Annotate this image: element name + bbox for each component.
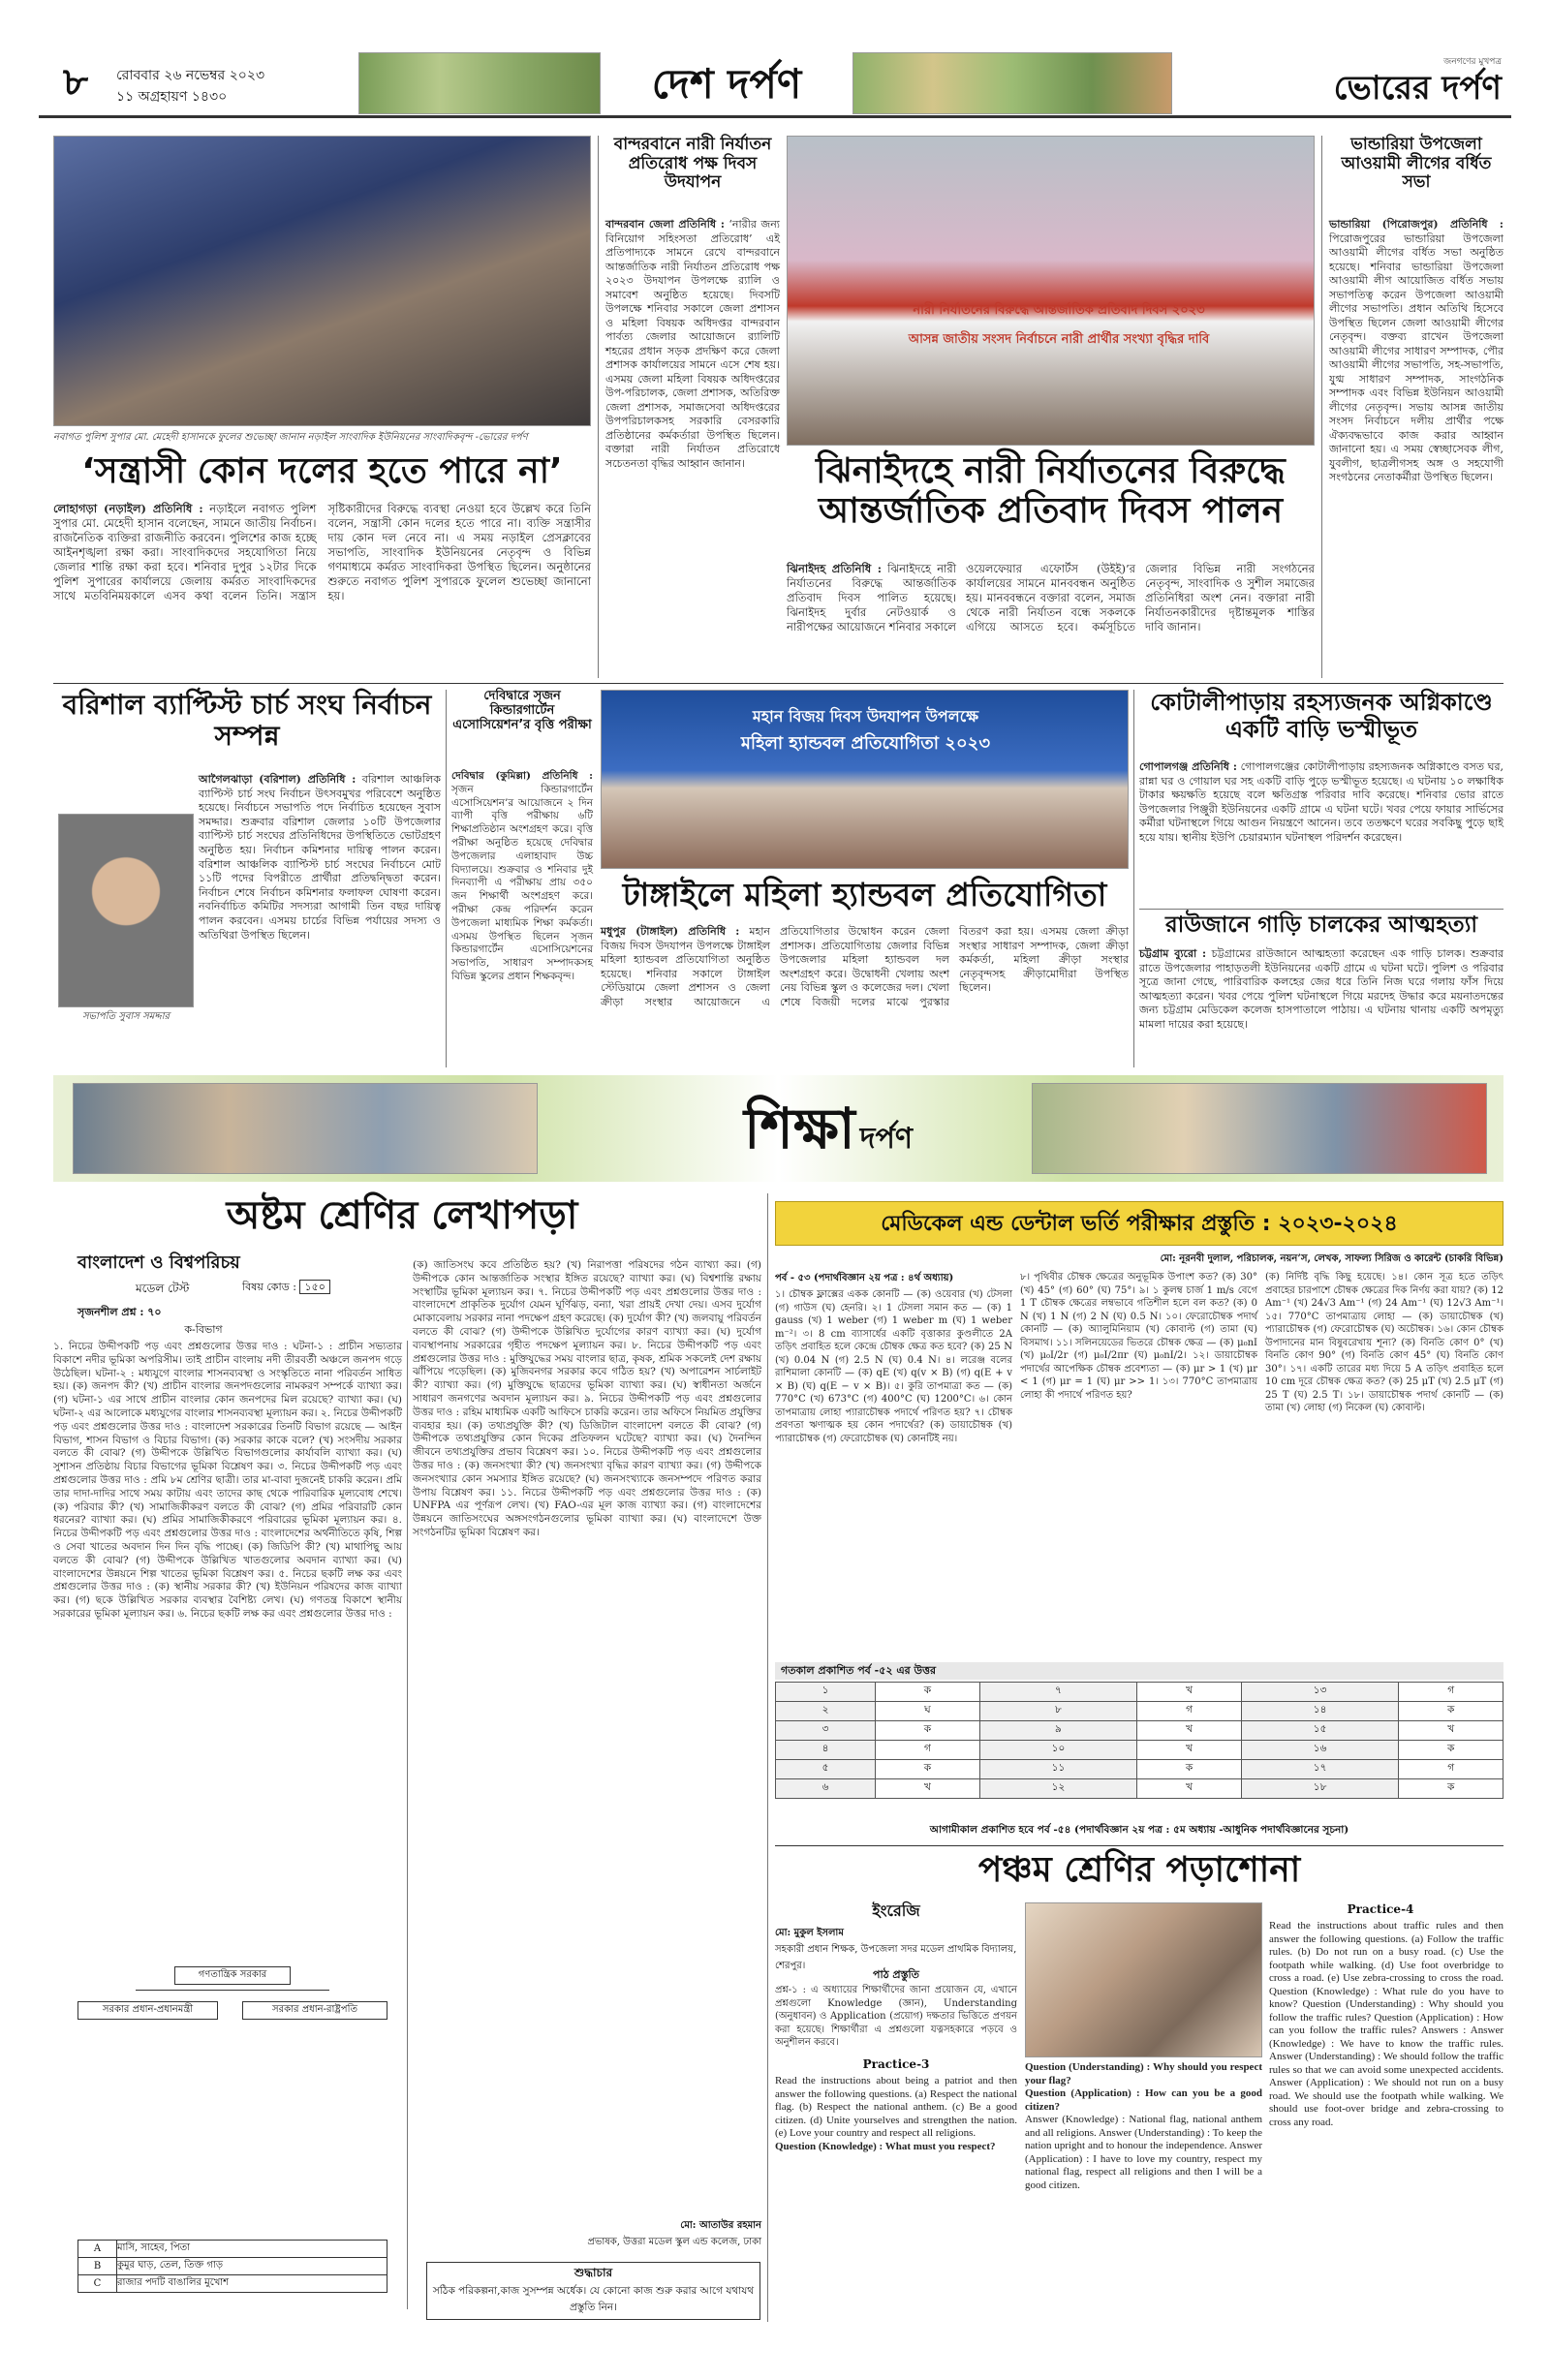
article-body: পিরোজপুরের ভান্ডারিয়া উপজেলা আওয়ামী লীগের বর্ধিত সভা অনুষ্ঠিত হয়েছে। শনিবার ভান্ডারিয়া উপজেলা আওয়ামী লীগ আয়োজিত বর্ধিত সভায় সভাপতিত্ব করেন উপজেলা আওয়ামী লীগের সভাপতি। প্রধান অতিথি হিসেবে উপস্থিত ছিলেন জেলা আওয়ামী লীগের নেতৃবৃন্দ। বক্তব্য রাখেন উপজেলা আওয়ামী লীগের সাধারণ সম্পাদক, পৌর আওয়ামী লীগের সভাপতি, সহ-সভাপতি, যুগ্ম সাধারণ সম্পাদক, সাংগঠনিক সম্পাদক এবং বিভিন্ন ইউনিয়ন আওয়ামী লীগের নেতৃবৃন্দ। সভায় আসন্ন জাতীয় সংসদ নির্বাচনে দলীয় প্রার্থীর পক্ষে ঐক্যবদ্ধভাবে কাজ করার আহ্বান জানানো হয়। এ সময় স্বেচ্ছাসেবক লীগ, যুবলীগ, ছাত্রলীগসহ অঙ্গ ও সহযোগী সংগঠনের নেতাকর্মীরা উপস্থিত ছিলেন। <box>1329 232 1504 483</box>
press-conference-photo <box>53 136 591 426</box>
practice4-qa: Question (Knowledge) : What rule do you have to know? Question (Understanding) : Why should you follow the traffic rules? Question (Application) : How can you follow the traffic rules? Answers : Answer (Knowledge) : We have to know the traffic rules. Answer (Understanding) : We should follow the traffic rules so that we can avoid some unexpected accidents. Answer (Application) : We should not run on a busy road. We should use the footpath while walking. We should use foot-over bridge and zebra-crossing to cross any road. <box>1269 1985 1504 2128</box>
answer-number: ৬ <box>776 1779 876 1799</box>
class8-table <box>78 2240 388 2293</box>
question-knowledge: Question (Knowledge) : What must you respect? <box>775 2140 996 2152</box>
practice3-title: Practice-3 <box>862 2057 930 2071</box>
banner-title <box>635 1081 1022 1176</box>
answer-option: ক <box>1399 1779 1504 1799</box>
banner-line-1: নারী নির্যাতনের বিরুদ্ধে আন্তর্জাতিক প্রতিবাদ দিবস ২০২৩ <box>913 303 1205 318</box>
integrity-title: শুদ্ধাচার <box>574 2266 613 2279</box>
answer-option: খ <box>1399 1721 1504 1741</box>
chart-top: গণতান্ত্রিক সরকার <box>174 1966 291 1985</box>
headline-debidwar: দেবিদ্বারে সৃজন কিন্ডারগার্টেন এসোসিয়েশন’র বৃত্তি পরীক্ষা <box>452 689 592 732</box>
answer-option: গ <box>1137 1702 1242 1721</box>
table-row: B কুমুর ঘাড়, তেল, তিক্ত গাড় <box>78 2258 388 2275</box>
govt-chart <box>78 1966 388 2034</box>
author-title: প্রভাষক, উত্তরা মডেল স্কুল এন্ড কলেজ, ঢাকা <box>587 2237 761 2247</box>
article-body: ‘নারীর জন্য বিনিয়োগ সহিংসতা প্রতিরোধ’ এই প্রতিপাদ্যকে সামনে রেখে বান্দরবানে আন্তর্জাতিক নারী নির্যাতন প্রতিরোধ পক্ষ ২০২৩ উদযাপন উপলক্ষে র‍্যালি ও সমাবেশ অনুষ্ঠিত হয়েছে। দিবসটি উপলক্ষে শনিবার সকালে জেলা প্রশাসন ও মহিলা বিষয়ক অধিদপ্তর বান্দরবান পার্বত্য জেলার আয়োজনে র‍্যালিটি শহরের প্রধান সড়ক প্রদক্ষিণ করে জেলা প্রশাসক কার্যালয়ের সামনে এসে শেষ হয়। এসময় জেলা মহিলা বিষয়ক অধিদপ্তরের উপ-পরিচালক, জেলা প্রশাসক, অতিরিক্ত জেলা প্রশাসক, সমাজসেবা অধিদপ্তরের উপপরিচালকসহ সরকারি বেসরকারি প্রতিষ্ঠানের কর্মকর্তারা উপস্থিত ছিলেন। বক্তারা নারী নির্যাতন প্রতিরোধে সচেতনতা বৃদ্ধির আহ্বান জানান। <box>605 218 780 470</box>
answer-row <box>776 1702 1504 1721</box>
answer-number: ৪ <box>776 1741 876 1760</box>
section-label: ক-বিভাগ <box>184 1323 223 1336</box>
headline-jhenaidah: ঝিনাইদহে নারী নির্যাতনের বিরুদ্ধে আন্তর্জাতিক প্রতিবাদ দিবস পালন <box>816 451 1286 532</box>
headline-tangail: টাঙ্গাইলে মহিলা হ্যান্ডবল প্রতিযোগিতা <box>622 876 1107 913</box>
article-bhandaria <box>1329 218 1504 678</box>
answer-number: ১৮ <box>1241 1779 1398 1799</box>
class8-questions-col1 <box>53 1341 402 1961</box>
chart-left: সরকার প্রধান-প্রধানমন্ত্রী <box>78 2001 218 2020</box>
education-banner <box>53 1075 1504 1182</box>
answer-number: ১৫ <box>1241 1721 1398 1741</box>
paper-name: ভোরের দর্পণ <box>1333 69 1502 108</box>
answer-number: ৫ <box>776 1760 876 1779</box>
article-debidwar <box>451 770 593 1066</box>
article-body: নড়াইলে নবাগত পুলিশ সুপার মো. মেহেদী হাসান বলেছেন, সামনে জাতীয় নির্বাচন। রাজনৈতিক ব্যক্তিরা রাজনীতি করবেন। পুলিশের কাজ হচ্ছে আইনশৃঙ্খলা রক্ষা করা। সাংবাদিকদের সহযোগিতা নিয়ে জেলার শান্তি রক্ষা করা হবে। শনিবার দুপুর ১২টার দিকে পুলিশ সুপারের কার্যালয়ে জেলায় কর্মরত সাংবাদিকদের সাথে মতবিনিময়কালে এসব কথা বলেন তিনি। সন্ত্রাস সৃষ্টিকারীদের বিরুদ্ধে ব্যবস্থা নেওয়া হবে উল্লেখ করে তিনি বলেন, সন্ত্রাসী কোন দলের হতে পারে না। ব্যক্তি সন্ত্রাসীর দায় কোন দল নেবে না। এ সময় নড়াইল প্রেসক্লাবের সভাপতি, সাংবাদিক ইউনিয়নের নেতৃবৃন্দ ও বিভিন্ন গণমাধ্যমে কর্মরত সাংবাদিকরা উপস্থিত ছিলেন। অনুষ্ঠানের শুরুতে নবাগত পুলিশ সুপারকে ফুলেল শুভেচ্ছা জানানো হয়। <box>53 502 591 603</box>
byline: ভান্ডারিয়া (পিরোজপুর) প্রতিনিধি : <box>1329 218 1504 231</box>
byline: দেবিদ্বার (কুমিল্লা) প্রতিনিধি : <box>451 770 593 782</box>
headline-bhandaria: ভান্ডারিয়া উপজেলা আওয়ামী লীগের বর্ধিত সভা <box>1341 135 1492 193</box>
article-body: সৃজন কিন্ডারগার্টেন এসোসিয়েশন’র আয়োজনে ২ দিন ব্যাপী বৃত্তি পরীক্ষায় ৬টি শিক্ষাপ্রতিষ্ঠান অংশগ্রহণ করে। বৃত্তি পরীক্ষা অনুষ্ঠিত হয়েছে দেবিদ্বার উপজেলার এলাহাবাদ উচ্চ বিদ্যালয়ে। শুক্রবার ও শনিবার দুই দিনব্যাপী এ পরীক্ষায় প্রায় ৩৫০ জন শিক্ষার্থী অংশগ্রহণ করে। পরীক্ষা কেন্দ্র পরিদর্শন করেন উপজেলা মাধ্যমিক শিক্ষা কর্মকর্তা। এসময় উপস্থিত ছিলেন সৃজন কিন্ডারগার্টেন এসোসিয়েশনের সভাপতি, সাধারণ সম্পাদকসহ বিভিন্ন স্কুলের প্রধান শিক্ষকবৃন্দ। <box>451 783 593 982</box>
answer-title: গতকাল প্রকাশিত পর্ব -৫২ এর উত্তর <box>775 1662 1504 1680</box>
questions-text: (ক) নির্দিষ্ট বৃদ্ধি কিছু হয়েছে। ১৪। কোন সূত্র হতে তড়িৎ প্রবাহের চারপাশে চৌম্বক ক্ষেত্রের দিক নির্ণয় করা যায়? (ক) 12 Am⁻¹ (খ) 24√3 Am⁻¹ (গ) 24 Am⁻¹ (ঘ) 12√3 Am⁻¹। ১৫। 770°C তাপমাত্রায় লোহা — (ক) ডায়াচৌম্বক (খ) প্যারাচৌম্বক (গ) ফেরোচৌম্বক (ঘ) অচৌম্বক। ১৬। কোন চৌম্বক উপাদানের মান বিষুবরেখায় শূন্য? (ক) বিনতি কোণ 0° (খ) বিনতি কোণ 90° (গ) বিনতি কোণ 45° (ঘ) বিনতি কোণ 30°। ১৭। একটি তারের মধ্য দিয়ে 5 A তড়িৎ প্রবাহিত হলে 10 cm দূরে চৌম্বক ক্ষেত্র কত? (ক) 25 μT (খ) 2.5 μT (গ) 25 T (ঘ) 2.5 T। ১৮। ডায়াচৌম্বক পদার্থ কোনটি — (ক) তামা (খ) লোহা (গ) নিকেল (ঘ) কোবাল্ট। <box>1265 1272 1504 1413</box>
answer-option: ক <box>1399 1702 1504 1721</box>
answer-row <box>776 1721 1504 1741</box>
byline: ঝিনাইদহ প্রতিনিধি : <box>787 562 882 575</box>
answer-row <box>776 1741 1504 1760</box>
answer-option: খ <box>1137 1741 1242 1760</box>
practice4-body: Read the instructions about traffic rules and then answer the following questions. (a) Follow the traffic rules. (b) Do not run on a busy road. (c) Use the footpath while walking. (d) Use foot overbridge to cross a road. (e) Use zebra-crossing to cross the road. <box>1269 1920 1504 1984</box>
answer-number: ১০ <box>979 1741 1136 1760</box>
article-barishal <box>53 773 441 1064</box>
code-label: বিষয় কোড : <box>242 1281 296 1293</box>
answer-number: ২ <box>776 1702 876 1721</box>
banner-line-2: মহিলা হ্যান্ডবল প্রতিযোগিতা ২০২৩ <box>740 733 991 754</box>
medical-col2 <box>1020 1271 1257 1656</box>
answer-table <box>775 1682 1504 1799</box>
answer-option: খ <box>1137 1779 1242 1799</box>
practice3-body: Read the instructions about being a patriot and then answer the following questions. (a) Respect the national flag. (b) Respect the national anthem. (c) Be a good citizen. (d) Unite yourselves and strengthen the nation. (e) Love your country and respect all religions. <box>775 2075 1017 2139</box>
byline: লোহাগড়া (নড়াইল) প্রতিনিধি : <box>53 502 203 515</box>
answer-number: ৯ <box>979 1721 1136 1741</box>
marks-label: সৃজনশীল প্রশ্ন : ৭০ <box>78 1306 162 1318</box>
article-body: বরিশাল আঞ্চলিক ব্যাপ্টিস্ট চার্চ সংঘ নির্বাচন উৎসবমুখর পরিবেশে অনুষ্ঠিত হয়েছে। নির্বাচনে সভাপতি পদে নির্বাচিত হয়েছেন সুবাস সমদ্দার। শুক্রবার বরিশাল জেলার ১০টি উপজেলার ব্যাপ্টিস্ট চার্চ সংঘের প্রতিনিধিদের উপস্থিতিতে ভোটগ্রহণ অনুষ্ঠিত হয়। নির্বাচন কমিশনার দায়িত্ব পালন করেন। বরিশাল আঞ্চলিক ব্যাপ্টিস্ট চার্চ সংঘের নির্বাচনে মোট ১১টি পদের বিপরীতে প্রার্থীরা প্রতিদ্বন্দ্বিতা করেন। নির্বাচন শেষে নির্বাচন কমিশনার ফলাফল ঘোষণা করেন। নবনির্বাচিত কমিটির সদস্যরা আগামী তিন বছর দায়িত্ব পালন করবেন। এসময় চার্চের বিভিন্ন পর্যায়ের সদস্য ও অতিথিরা উপস্থিত ছিলেন। <box>199 773 441 942</box>
byline: চট্টগ্রাম ব্যুরো : <box>1139 947 1207 960</box>
answer-number: ১২ <box>979 1779 1136 1799</box>
byline: বান্দরবান জেলা প্রতিনিধি : <box>605 218 725 231</box>
medical-author: মো: নূরনবী দুলাল, পরিচালক, নয়ন’স, লেখক, সাফল্য সিরিজ ও কারেন্ট (চাকরি বিভিন্ন) <box>1160 1253 1504 1264</box>
table-row: A মাসি, সাহেব, পিতা <box>78 2241 388 2258</box>
date-bangla: ১১ অগ্রহায়ণ ১৪৩০ <box>116 89 228 105</box>
answer-number: ১৭ <box>1241 1760 1398 1779</box>
integrity-box <box>426 2262 760 2320</box>
questions-text: (ক) জাতিসংঘ কবে প্রতিষ্ঠিত হয়? (খ) নিরাপত্তা পরিষদের গঠন ব্যাখ্যা কর। (গ) উদ্দীপকে কোন আন্তর্জাতিক সংস্থার ইঙ্গিত রয়েছে? ব্যাখ্যা কর। (ঘ) বিশ্বশান্তি রক্ষায় সংস্থাটির ভূমিকা মূল্যায়ন কর। ৭. নিচের উদ্দীপকটি পড় এবং প্রশ্নগুলোর উত্তর দাও : বাংলাদেশে প্রাকৃতিক দুর্যোগ যেমন ঘূর্ণিঝড়, বন্যা, খরা প্রায়ই দেখা দেয়। এসব দুর্যোগ মোকাবেলায় সরকার নানা পদক্ষেপ গ্রহণ করেছে। (ক) দুর্যোগ কী? (খ) জলবায়ু পরিবর্তন বলতে কী বোঝ? (গ) উদ্দীপকে উল্লিখিত দুর্যোগের কারণ ব্যাখ্যা কর। (ঘ) দুর্যোগ ব্যবস্থাপনায় সরকারের গৃহীত পদক্ষেপ মূল্যায়ন কর। ৮. নিচের উদ্দীপকটি পড় এবং প্রশ্নগুলোর উত্তর দাও : মুক্তিযুদ্ধের সময় বাংলার ছাত্র, কৃষক, শ্রমিক সকলেই দেশ রক্ষায় ঝাঁপিয়ে পড়েছিল। (ক) মুজিবনগর সরকার কবে গঠিত হয়? (খ) অপারেশন সার্চলাইট কী? ব্যাখ্যা কর। (গ) মুক্তিযুদ্ধে ছাত্রদের ভূমিকা ব্যাখ্যা কর। (ঘ) স্বাধীনতা অর্জনে সাধারণ জনগণের অবদান মূল্যায়ন কর। ৯. নিচের উদ্দীপকটি পড় এবং প্রশ্নগুলোর উত্তর দাও : রহিম মাধ্যমিক একটি আফিসে চাকরি করেন। তার অফিসে নিয়মিত প্রযুক্তির ব্যবহার হয়। (ক) তথ্যপ্রযুক্তি কী? (খ) ডিজিটাল বাংলাদেশ বলতে কী বোঝ? (গ) উদ্দীপকে তথ্যপ্রযুক্তির কোন দিকের প্রতিফলন ঘটেছে? ব্যাখ্যা কর। (ঘ) দৈনন্দিন জীবনে তথ্যপ্রযুক্তির প্রভাব বিশ্লেষণ কর। ১০. নিচের উদ্দীপকটি পড় এবং প্রশ্নগুলোর উত্তর দাও : (ক) জনসংখ্যা কী? (খ) জনসংখ্যা বৃদ্ধির কারণ ব্যাখ্যা কর। (গ) উদ্দীপকে জনসংখ্যার কোন সমস্যার ইঙ্গিত রয়েছে? (ঘ) জনসংখ্যাকে জনসম্পদে পরিণত করার উপায় বিশ্লেষণ কর। ১১. নিচের উদ্দীপকটি পড় এবং প্রশ্নগুলোর উত্তর দাও : (ক) UNFPA এর পূর্ণরূপ লেখ। (খ) FAO-এর মূল কাজ ব্যাখ্যা কর। (গ) বাংলাদেশের উন্নয়নে জাতিসংঘের অঙ্গসংগঠনগুলোর ভূমিকা ব্যাখ্যা কর। (ঘ) বাংলাদেশে উক্ত সংগঠনটির ভূমিকা বিশ্লেষণ কর। <box>413 1259 761 1538</box>
medical-topic: পর্ব - ৫৩ (পদার্থবিজ্ঞান ২য় পত্র : ৪র্থ অধ্যায়) <box>775 1273 954 1283</box>
class5-prep <box>775 1984 1017 2054</box>
table-row: C রাজার পদটি বাঙালির মুখোশ <box>78 2275 388 2293</box>
code-value: ১৫০ <box>299 1280 329 1294</box>
answer-option: ঘ <box>876 1702 980 1721</box>
answer-option: গ <box>1399 1683 1504 1702</box>
prep-body: প্রশ্ন-১ : এ অধ্যায়ের শিক্ষার্থীদের জানা প্রয়োজন যে, এখানে প্রশ্নগুলো Knowledge (জ্ঞান), Understanding (অনুধাবন) ও Application (প্রয়োগ) দক্ষতার ভিত্তিতে প্রণয়ন করা হয়েছে। শিক্ষার্থীরা এ প্রশ্নগুলো যত্নসহকারে পড়বে ও অনুশীলন করবে। <box>775 1985 1017 2048</box>
questions-text: ৮। পৃথিবীর চৌম্বক ক্ষেত্রের অনুভূমিক উপাংশ কত? (ক) 30° (খ) 45° (গ) 60° (ঘ) 75°। ৯। ১ কুলম্ব চার্জ 1 m/s বেগে 1 T চৌম্বক ক্ষেত্রের লম্বভাবে গতিশীল হলে বল কত? (ক) 0 N (খ) 1 N (গ) 2 N (ঘ) 0.5 N। ১০। ফেরোচৌম্বক পদার্থ কোনটি — (ক) অ্যালুমিনিয়াম (খ) কোবাল্ট (গ) তামা (ঘ) বিসমাথ। ১১। সলিনয়েডের ভিতরে চৌম্বক ক্ষেত্র — (ক) μ₀nI (খ) μ₀I/2r (গ) μ₀I/2πr (ঘ) μ₀nI/2। ১২। ডায়াচৌম্বক পদার্থের আপেক্ষিক চৌম্বক প্রবেশ্যতা — (ক) μr > 1 (খ) μr < 1 (গ) μr = 1 (ঘ) μr >> 1। ১৩। 770°C তাপমাত্রায় লোহা কী পদার্থে পরিণত হয়? <box>1020 1272 1257 1401</box>
question-understanding: Question (Understanding) : Why should you respect your flag? <box>1025 2061 1262 2086</box>
answer-number: ৭ <box>979 1683 1136 1702</box>
answer-row <box>776 1779 1504 1799</box>
answer-number: ১৪ <box>1241 1702 1398 1721</box>
headline-barishal: বরিশাল ব্যাপ্টিস্ট চার্চ সংঘ নির্বাচন সম্পন্ন <box>62 689 432 753</box>
headline-police: ‘সন্ত্রাসী কোন দলের হতে পারে না’ <box>81 451 563 491</box>
masthead <box>39 50 1511 118</box>
practice4-title: Practice-4 <box>1347 1902 1414 1916</box>
answer-option: ক <box>876 1683 980 1702</box>
banner-main: শিক্ষা <box>743 1096 855 1161</box>
author-title: সহকারী প্রধান শিক্ষক, উপজেলা সদর মডেল প্রাথমিক বিদ্যালয়, শেরপুর। <box>775 1944 1017 1971</box>
human-chain-photo <box>787 136 1315 446</box>
article-jhenaidah <box>787 562 1315 676</box>
article-body: চট্টগ্রামের রাউজানে আত্মহত্যা করেছেন এক গাড়ি চালক। শুক্রবার রাতে উপজেলার পাহাড়তলী ইউনিয়নের একটি গ্রামে এ ঘটনা ঘটে। পুলিশ ও পরিবার সূত্রে জানা গেছে, পারিবারিক কলহের জের ধরে তিনি নিজ ঘরে গলায় ফাঁস দিয়ে আত্মহত্যা করেন। খবর পেয়ে পুলিশ ঘটনাস্থলে গিয়ে মরদেহ উদ্ধার করে ময়নাতদন্তের জন্য চট্টগ্রাম মেডিকেল কলেজ হাসপাতালে পাঠায়। এ ঘটনায় থানায় একটি অপমৃত্যু মামলা দায়ের করা হয়েছে। <box>1139 947 1504 1031</box>
byline: আগৈলঝাড়া (বরিশাল) প্রতিনিধি : <box>199 773 356 786</box>
subject-code-box <box>242 1279 397 1298</box>
chart-right: সরকার প্রধান-রাষ্ট্রপতি <box>242 2001 388 2020</box>
headline-raojan: রাউজানে গাড়ি চালকের আত্মহত্যা <box>1164 912 1478 938</box>
answer-number: ১ <box>776 1683 876 1702</box>
byline: মধুপুর (টাঙ্গাইল) প্রতিনিধি : <box>601 925 740 938</box>
answer-number: ১৬ <box>1241 1741 1398 1760</box>
section-title: দেশ দর্পণ <box>651 60 802 108</box>
questions-text: ১. নিচের উদ্দীপকটি পড় এবং প্রশ্নগুলোর উত্তর দাও : ঘটনা-১ : প্রাচীন সভ্যতার বিকাশে নদীর ভূমিকা অপরিসীম। তাই প্রাচীন বাংলায় নদী তীরবর্তী অঞ্চলে জনপদ গড়ে উঠেছিল। ঘটনা-২ : মধ্যযুগে বাংলার শাসনব্যবস্থা ও সংস্কৃতিতে নানা পরিবর্তন সাধিত হয়। (ক) জনপদ কী? (খ) প্রাচীন বাংলার জনপদগুলোর নামকরণ সম্পর্কে ব্যাখ্যা কর। (গ) ঘটনা-১ এর সাথে প্রাচীন বাংলার কোন জনপদের মিল রয়েছে? ব্যাখ্যা কর। (ঘ) ঘটনা-২ এর আলোকে মধ্যযুগের বাংলার শাসনব্যবস্থা মূল্যায়ন কর। ২. নিচের উদ্দীপকটি পড় এবং প্রশ্নগুলোর উত্তর দাও : বাংলাদেশ সরকারের তিনটি বিভাগ রয়েছে — আইন বিভাগ, শাসন বিভাগ ও বিচার বিভাগ। (ক) সরকার কাকে বলে? (খ) সংসদীয় সরকার বলতে কী বোঝ? (গ) উদ্দীপকে উল্লিখিত বিভাগগুলোর কার্যাবলি ব্যাখ্যা কর। (ঘ) সুশাসন প্রতিষ্ঠায় বিচার বিভাগের ভূমিকা বিশ্লেষণ কর। ৩. নিচের উদ্দীপকটি পড় এবং প্রশ্নগুলোর উত্তর দাও : প্রমি ৮ম শ্রেণির ছাত্রী। তার মা-বাবা দুজনেই চাকরি করেন। প্রমি তার দাদা-দাদির সাথে সময় কাটায় এবং তাদের কাছ থেকে পারিবারিক মূল্যবোধ শেখে। (ক) পরিবার কী? (খ) সামাজিকীকরণ বলতে কী বোঝ? (গ) প্রমির পরিবারটি কোন ধরনের? ব্যাখ্যা কর। (ঘ) প্রমির সামাজিকীকরণে পরিবারের ভূমিকা মূল্যায়ন কর। ৪. নিচের উদ্দীপকটি পড় এবং প্রশ্নগুলোর উত্তর দাও : বাংলাদেশের অর্থনীতিতে কৃষি, শিল্প ও সেবা খাতের অবদান দিন দিন বৃদ্ধি পাচ্ছে। (ক) জিডিপি কী? (খ) মাথাপিছু আয় বলতে কী বোঝ? (গ) উদ্দীপকে উল্লিখিত খাতগুলোর অবদান ব্যাখ্যা কর। (ঘ) বাংলাদেশের উন্নয়নে শিল্প খাতের ভূমিকা বিশ্লেষণ কর। ৫. নিচের ছকটি লক্ষ কর এবং প্রশ্নগুলোর উত্তর দাও : (ক) স্থানীয় সরকার কী? (খ) ইউনিয়ন পরিষদের কাজ ব্যাখ্যা কর। (গ) ছকে উল্লিখিত সরকার ব্যবস্থার বৈশিষ্ট্য লেখ। (ঘ) গণতন্ত্র বিকাশে স্থানীয় সরকারের ভূমিকা মূল্যায়ন কর। ৬. নিচের ছকটি লক্ষ কর এবং প্রশ্নগুলোর উত্তর দাও : <box>53 1341 402 1620</box>
banner-line-1: মহান বিজয় দিবস উদযাপন উপলক্ষে <box>752 707 979 726</box>
medical-col3 <box>1265 1271 1504 1656</box>
answer-option: ক <box>1399 1741 1504 1760</box>
answer-option: গ <box>1399 1760 1504 1779</box>
heading-medical: মেডিকেল এন্ড ডেন্টাল ভর্তি পরীক্ষার প্রস্তুতি : ২০২৩-২০২৪ <box>775 1201 1504 1246</box>
masthead-image-left <box>358 52 601 114</box>
author-name: মো: মুকুল ইসলাম <box>775 1928 844 1938</box>
banner-line-2: আসন্ন জাতীয় সংসদ নির্বাচনে নারী প্রার্থীর সংখ্যা বৃদ্ধির দাবি <box>908 332 1210 347</box>
article-raojan <box>1139 947 1504 1066</box>
banner-sub: দর্পণ <box>859 1122 914 1156</box>
portrait-caption: সভাপতি সুবাস সমদ্দার <box>81 1011 170 1022</box>
question-application: Question (Application) : How can you be a good citizen? <box>1025 2087 1262 2113</box>
byline: গোপালগঞ্জ প্রতিনিধি : <box>1139 760 1237 773</box>
test-label: মডেল টেস্ট <box>136 1282 190 1295</box>
page-number: ৮ <box>63 60 88 105</box>
prep-title: পাঠ প্রস্তুতি <box>873 1968 919 1981</box>
answer-number: ১৩ <box>1241 1683 1398 1702</box>
answer-row <box>776 1683 1504 1702</box>
subject-class5: ইংরেজি <box>872 1901 920 1920</box>
article-body: মহান বিজয় দিবস উদযাপন উপলক্ষে টাঙ্গাইল মহিলা হ্যান্ডবল প্রতিযোগিতা অনুষ্ঠিত হয়েছে। শনিবার সকালে টাঙ্গাইল স্টেডিয়ামে জেলা প্রশাসন ও জেলা ক্রীড়া সংস্থার আয়োজনে এ প্রতিযোগিতার উদ্বোধন করেন জেলা প্রশাসক। প্রতিযোগিতায় জেলার বিভিন্ন উপজেলার মহিলা হ্যান্ডবল দল অংশগ্রহণ করে। উদ্বোধনী খেলায় অংশ নেয় বিভিন্ন স্কুল ও কলেজের দল। খেলা শেষে বিজয়ী দলের মাঝে পুরস্কার বিতরণ করা হয়। এসময় জেলা ক্রীড়া সংস্থার সাধারণ সম্পাদক, জেলা ক্রীড়া কর্মকর্তা, মহিলা ক্রীড়া সংস্থার নেতৃবৃন্দসহ ক্রীড়ামোদীরা উপস্থিত ছিলেন। <box>601 925 1129 1008</box>
date-english: রোববার ২৬ নভেম্বর ২০২৩ <box>116 68 265 83</box>
answer-option: ক <box>876 1760 980 1779</box>
questions-text: ১। চৌম্বক ফ্লাক্সের একক কোনটি — (ক) ওয়েবার (খ) টেসলা (গ) গাউস (ঘ) হেনরি। ২। 1 টেসলা সমান কত — (ক) 1 gauss (খ) 1 weber (গ) 1 weber m (ঘ) 1 weber m⁻²। ৩। 8 cm ব্যাসার্ধের একটি বৃত্তাকার কুণ্ডলীতে 2A তড়িৎ প্রবাহিত হলে কেন্দ্রে চৌম্বক ক্ষেত্র কত হবে? (ক) 25 N (খ) 0.04 N (গ) 2.5 N (ঘ) 0.4 N। ৪। লরেঞ্জ বলের রাশিমালা কোনটি — (ক) qE (খ) q(v × B) (গ) q(E + v × B) (ঘ) q(E − v × B)। ৫। কুরি তাপমাত্রা কত — (ক) 770°C (খ) 673°C (গ) 400°C (ঘ) 1200°C। ৬। কোন তাপমাত্রায় লোহা প্যারাচৌম্বক পদার্থে পরিণত হয়? ৭। চৌম্বক প্রবণতা ঋণাত্মক হয় কোন পদার্থের? (ক) ডায়াচৌম্বক (খ) প্যারাচৌম্বক (গ) ফেরোচৌম্বক (ঘ) কোনটিই নয়। <box>775 1289 1012 1444</box>
author-name: মো: আতাউর রহমান <box>680 2220 761 2231</box>
child-reading-photo <box>1025 1902 1262 2057</box>
answer-number: ১১ <box>979 1760 1136 1779</box>
article-kotalipara <box>1139 760 1504 906</box>
photo-caption: নবাগত পুলিশ সুপার মো. মেহেদী হাসানকে ফুলের শুভেচ্ছা জানান নড়াইল সাংবাদিক ইউনিয়নের সাংবাদিকবৃন্দ -ভোরের দর্পণ <box>53 432 528 443</box>
article-body: গোপালগঞ্জের কোটালীপাড়ায় রহস্যজনক অগ্নিকাণ্ডে বসত ঘর, রান্না ঘর ও গোয়াল ঘর সহ একটি বাড়ি পুড়ে ভস্মীভূত হয়েছে। এ ঘটনায় ১০ লক্ষাধিক টাকার ক্ষয়ক্ষতি হয়েছে বলে ক্ষতিগ্রস্ত পরিবার দাবি করেছে। শনিবার ভোর রাতে উপজেলার পিঞ্জুরী ইউনিয়নের একটি গ্রামে এ ঘটনা ঘটে। খবর পেয়ে ফায়ার সার্ভিসের কর্মীরা ঘটনাস্থলে গিয়ে আগুন নিয়ন্ত্রণে আনেন। তবে ততক্ষণে ঘরের সবকিছু পুড়ে ছাই হয়ে যায়। স্থানীয় ইউপি চেয়ারম্যান ঘটনাস্থল পরিদর্শন করেছেন। <box>1139 760 1504 844</box>
students-photo-right <box>1032 1083 1487 1174</box>
class8-author <box>542 2218 761 2251</box>
class5-author <box>775 1926 1017 1971</box>
class8-questions-col2 <box>413 1259 761 2170</box>
answer-number: ৩ <box>776 1721 876 1741</box>
answer-option: খ <box>876 1779 980 1799</box>
subject-class8: বাংলাদেশ ও বিশ্বপরিচয় <box>78 1252 240 1273</box>
handball-photo <box>601 690 1129 869</box>
answer-option: গ <box>876 1741 980 1760</box>
class5-answers <box>1025 2061 1262 2318</box>
article-bandarban <box>605 218 780 678</box>
medical-footer: আগামীকাল প্রকাশিত হবে পর্ব -৫৪ (পদার্থবিজ্ঞান ২য় পত্র : ৫ম অধ্যায় -আধুনিক পদার্থবিজ্ঞানের সূচনা) <box>929 1824 1349 1836</box>
integrity-text: সঠিক পরিকল্পনা,কাজ সুসম্পন্ন অর্ধেক। যে কোনো কাজ শুরু করার আগে যথাযথ প্রস্তুতি নিন। <box>432 2285 755 2313</box>
heading-class8: অষ্টম শ্রেণির লেখাপড়া <box>226 1193 578 1238</box>
article-tangail <box>601 925 1129 1066</box>
answer-option: খ <box>1137 1683 1242 1702</box>
article-police <box>53 502 591 671</box>
answers-body: Answer (Knowledge) : National flag, national anthem and all religions. Answer (Understanding) : To keep the nation upright and to honour the independence. Answer (Application) : I have to love my country, respect my national flag, respect all religions and then I will be a good citizen. <box>1025 2114 1262 2191</box>
students-photo-left <box>73 1083 538 1174</box>
answer-number: ৮ <box>979 1702 1136 1721</box>
class5-practice3 <box>775 2075 1017 2269</box>
medical-col1 <box>775 1288 1012 1656</box>
portrait-float <box>53 773 199 1035</box>
class5-practice4 <box>1269 1920 1504 2319</box>
masthead-image-right <box>852 52 1172 114</box>
headline-kotalipara: কোটালীপাড়ায় রহস্যজনক অগ্নিকাণ্ডে একটি বাড়ি ভস্মীভূত <box>1150 689 1493 743</box>
paper-tag: জনগণের মুখপত্র <box>1443 57 1502 67</box>
heading-class5: পঞ্চম শ্রেণির পড়াশোনা <box>977 1850 1301 1890</box>
answer-row <box>776 1760 1504 1779</box>
answer-option: ক <box>876 1721 980 1741</box>
article-body: ঝিনাইদহে নারী নির্যাতনের বিরুদ্ধে আন্তর্জাতিক প্রতিবাদ দিবস পালিত হয়েছে। ঝিনাইদহ দুর্বার নেটওয়ার্ক ও নারীপক্ষের আয়োজনে শনিবার সকালে ওয়েলফেয়ার এফোর্টস (উইই)’র কার্যালয়ের সামনে মানববন্ধন অনুষ্ঠিত হয়। মানববন্ধনে বক্তারা বলেন, সমাজ থেকে নারী নির্যাতন বন্ধে সকলকে এগিয়ে আসতে হবে। কর্মসূচিতে জেলার বিভিন্ন নারী সংগঠনের নেতৃবৃন্দ, সাংবাদিক ও সুশীল সমাজের প্রতিনিধিরা অংশ নেন। বক্তারা নারী নির্যাতনকারীদের দৃষ্টান্তমূলক শাস্তির দাবি জানান। <box>787 562 1315 634</box>
answer-option: খ <box>1137 1721 1242 1741</box>
answer-option: ক <box>1137 1760 1242 1779</box>
headline-bandarban: বান্দরবানে নারী নির্যাতন প্রতিরোধ পক্ষ দিবস উদযাপন <box>613 135 772 193</box>
